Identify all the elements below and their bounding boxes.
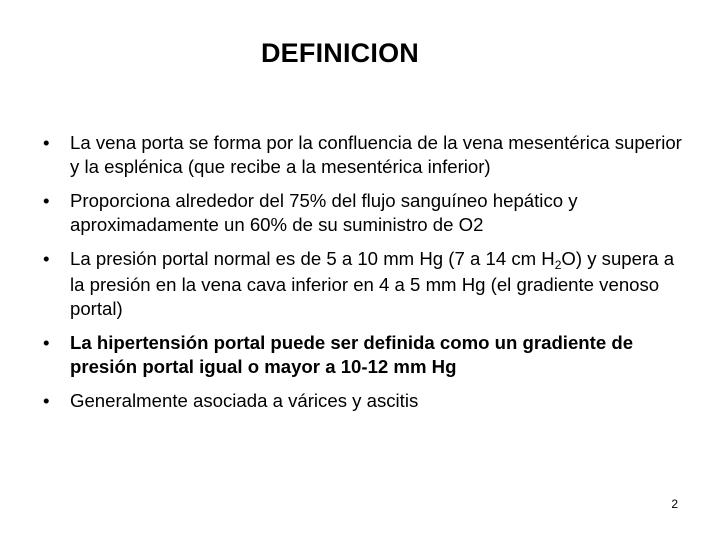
bullet-item-hipertension-definicion [40, 331, 685, 379]
bullet-item-presion-normal [40, 247, 685, 321]
bullet-item-varices-ascitis [40, 389, 685, 413]
bullet-text: Proporciona alrededor del 75% del flujo sanguíneo hepático y aproximadamente un 60% de su suministro de O2 [70, 190, 578, 235]
bullet-text-after: O) y supera a la presión en la vena cava inferior en 4 a 5 mm Hg (el gradiente venoso portal) [70, 248, 675, 319]
bullet-marker: • [43, 190, 50, 211]
slide-title [0, 38, 680, 69]
bullet-text: Generalmente asociada a várices y ascitis [70, 390, 419, 411]
bullet-marker: • [43, 332, 50, 353]
bullet-marker: • [43, 248, 50, 269]
bullet-item-vena-porta [40, 131, 685, 179]
page-number: 2 [671, 497, 678, 511]
bullet-text-before: La presión portal normal es de 5 a 10 mm Hg (7 a 14 cm H [70, 248, 555, 269]
subscript-2: 2 [554, 258, 562, 272]
bullet-list [40, 131, 685, 423]
bullet-text: La hipertensión portal puede ser definida como un gradiente de presión portal igual o mayor a 10-12 mm Hg [70, 332, 634, 377]
slide-title-text: DEFINICION [260, 38, 419, 68]
bullet-text [70, 248, 674, 319]
bullet-item-flujo [40, 189, 685, 237]
bullet-marker: • [43, 132, 50, 153]
bullet-marker: • [43, 390, 50, 411]
bullet-text: La vena porta se forma por la confluencia de la vena mesentérica superior y la esplénica (que recibe a la mesentérica inferior) [70, 132, 682, 177]
